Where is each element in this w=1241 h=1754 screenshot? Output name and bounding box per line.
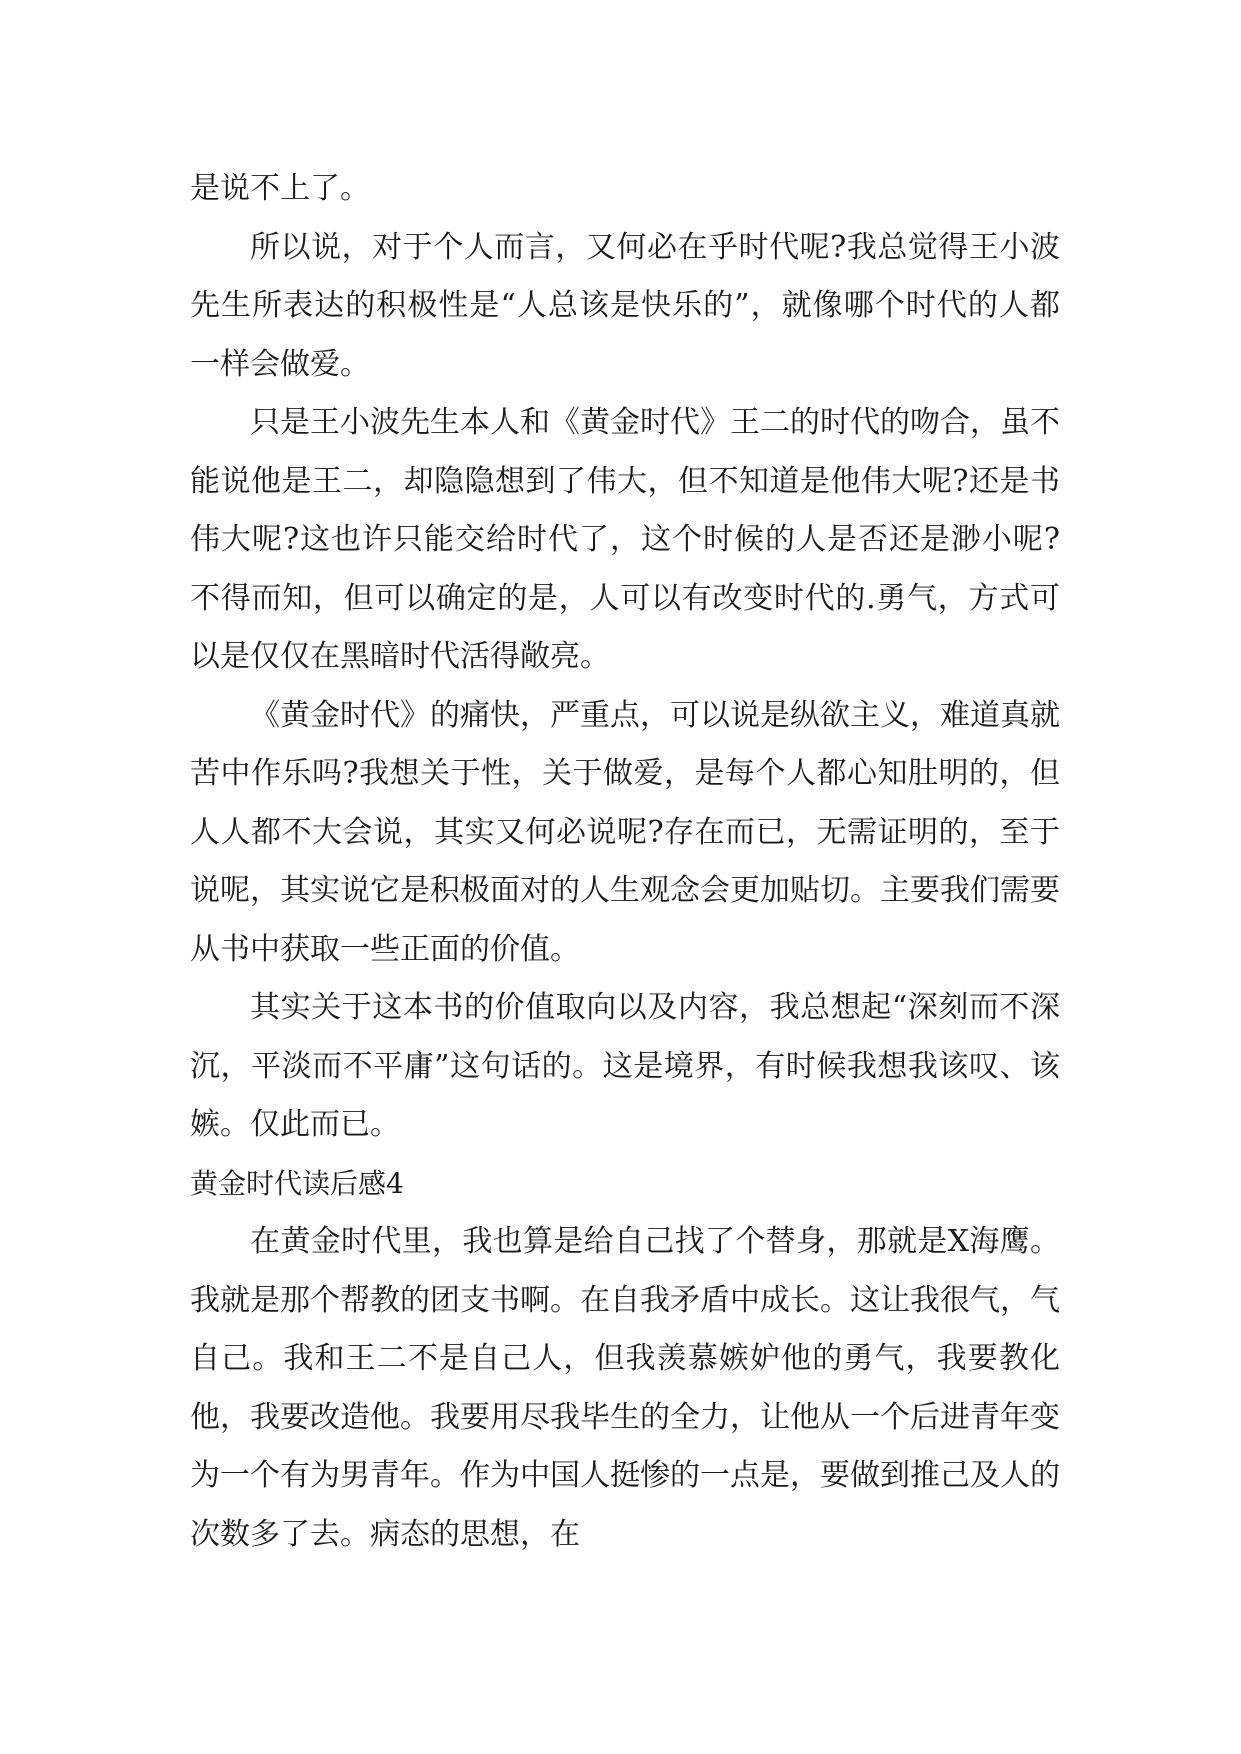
paragraph-continuation: 是说不上了。	[190, 171, 370, 206]
paragraph: 《黄金时代》的痛快，严重点，可以说是纵欲主义，难道真就苦中作乐吗?我想关于性，关于做爱，是每个人都心知肚明的，但人人都不大会说，其实又何必说呢?存在而已，无需证明的，至于说呢，其实说它是积极面对的人生观念会更加贴切。主要我们需要从书中获取一些正面的价值。	[190, 697, 1060, 967]
section-heading: 黄金时代读后感4	[190, 1166, 404, 1200]
paragraph: 其实关于这本书的价值取向以及内容，我总想起“深刻而不深沉，平淡而不平庸”这句话的。这是境界，有时候我想我该叹、该嫉。仅此而已。	[190, 990, 1060, 1142]
document-body	[190, 160, 1060, 1564]
paragraph: 在黄金时代里，我也算是给自己找了个替身，那就是X海鹰。我就是那个帮教的团支书啊。在自我矛盾中成长。这让我很气，气自己。我和王二不是自己人，但我羡慕嫉妒他的勇气，我要教化他，我要改造他。我要用尽我毕生的全力，让他从一个后进青年变为一个有为男青年。作为中国人挺惨的一点是，要做到推己及人的次数多了去。病态的思想，在	[190, 1224, 1060, 1552]
paragraph: 只是王小波先生本人和《黄金时代》王二的时代的吻合，虽不能说他是王二，却隐隐想到了伟大，但不知道是他伟大呢?还是书伟大呢?这也许只能交给时代了，这个时候的人是否还是渺小呢?不得而知，但可以确定的是，人可以有改变时代的.勇气，方式可以是仅仅在黑暗时代活得敞亮。	[190, 405, 1060, 674]
paragraph: 所以说，对于个人而言，又何必在乎时代呢?我总觉得王小波先生所表达的积极性是“人总该是快乐的”，就像哪个时代的人都一样会做爱。	[190, 229, 1060, 382]
